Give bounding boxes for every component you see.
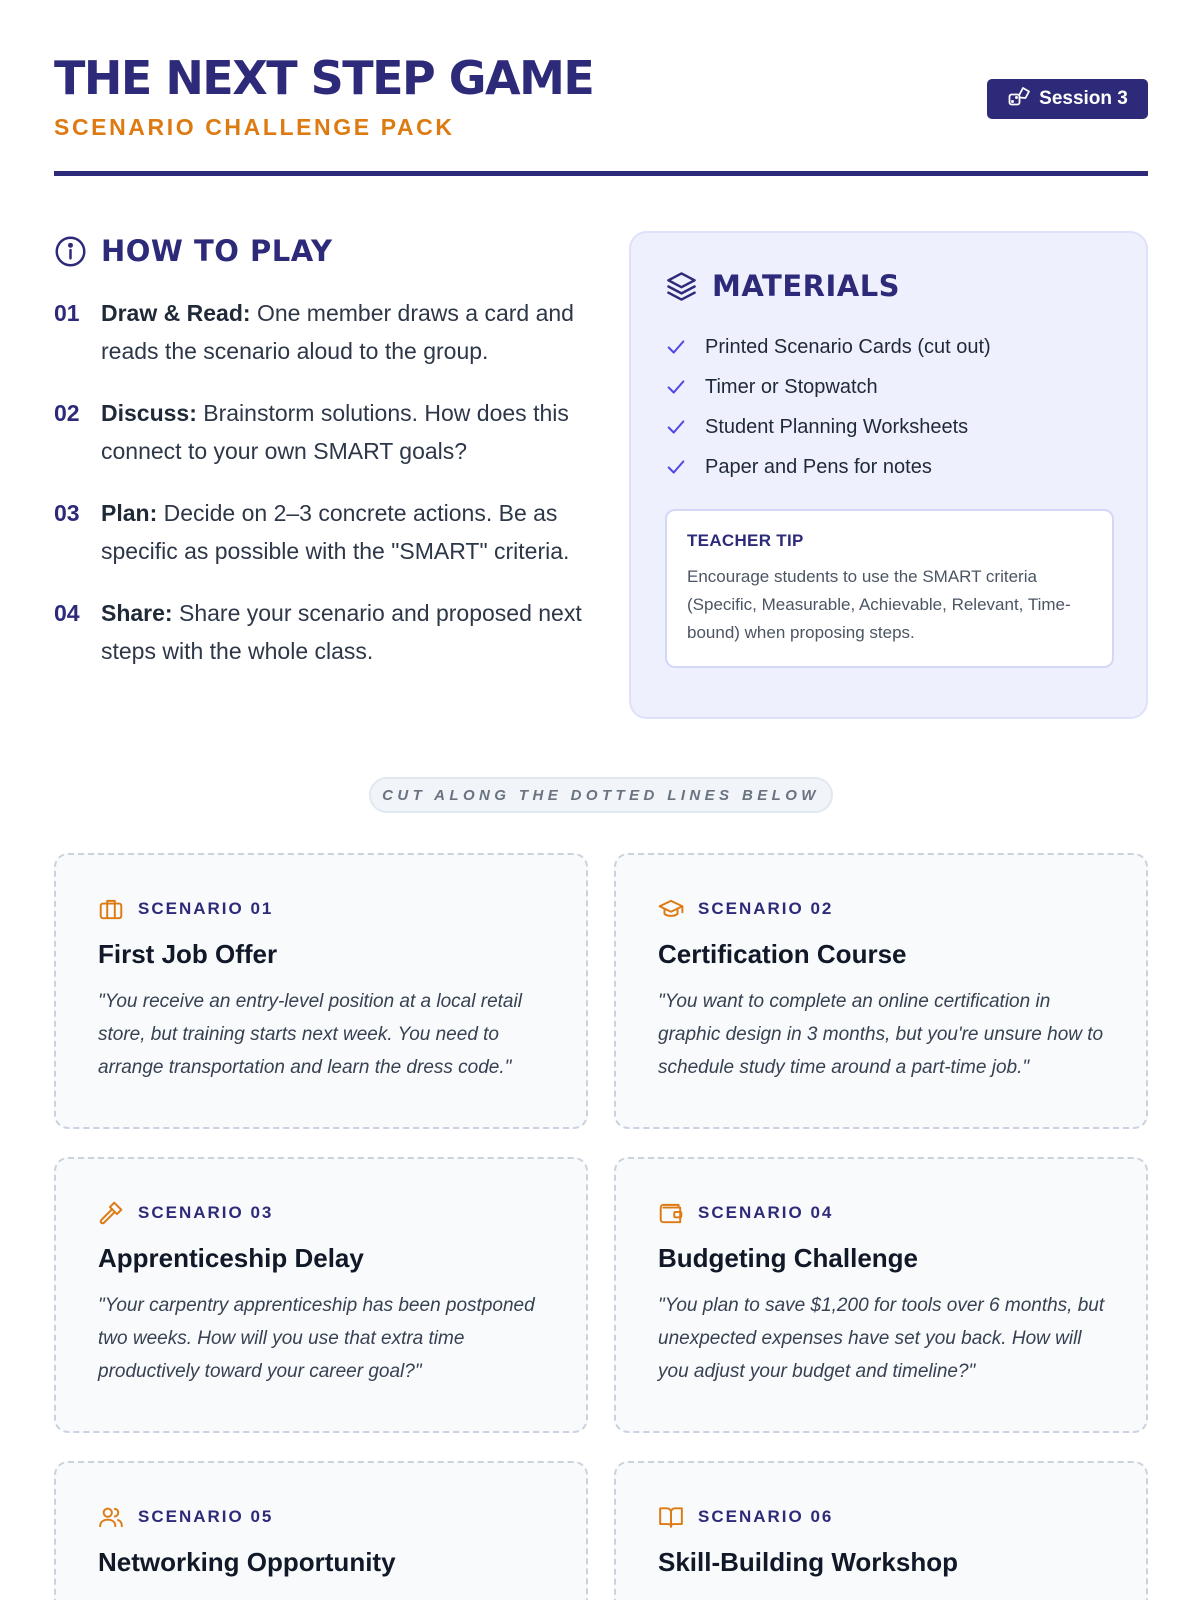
scenario-label: SCENARIO 06 [698, 1507, 834, 1526]
graduation-cap-icon [658, 896, 684, 922]
scenario-title: Budgeting Challenge [658, 1243, 918, 1273]
materials-item [665, 447, 1112, 487]
step-item [54, 294, 584, 370]
materials-item-label: Printed Scenario Cards (cut out) [705, 335, 991, 358]
briefcase-icon [98, 896, 124, 922]
step-item [54, 394, 584, 470]
step-number: 02 [54, 400, 80, 426]
scenario-label: SCENARIO 05 [138, 1507, 274, 1526]
scenario-text: "You plan to save $1,200 for tools over 6 months, but unexpected expenses have set you back. How will you adjust your budget and timeline?" [658, 1295, 1105, 1382]
page-header [54, 52, 1148, 176]
step-text [101, 494, 584, 570]
scenario-card [54, 1157, 588, 1433]
step-text [101, 594, 584, 670]
step-description: Share your scenario and proposed next steps with the whole class. [101, 600, 582, 664]
scenario-card [614, 1461, 1148, 1600]
how-to-play-title: HOW TO PLAY [101, 234, 333, 268]
scenario-tag [658, 1199, 1106, 1227]
scenario-text: "You want to complete an online certification in graphic design in 3 months, but you're unsure how to schedule study time around a part-time job." [658, 991, 1104, 1078]
page-subtitle: SCENARIO CHALLENGE PACK [54, 114, 455, 140]
scenario-label: SCENARIO 01 [138, 899, 274, 918]
scenario-tag [98, 1199, 546, 1227]
session-label: Session 3 [1039, 88, 1128, 109]
step-text [101, 394, 584, 470]
materials-item-label: Paper and Pens for notes [705, 455, 932, 478]
check-icon [665, 456, 687, 478]
scenario-label: SCENARIO 04 [698, 1203, 834, 1222]
session-badge [987, 79, 1148, 119]
dice-icon [1007, 84, 1031, 114]
step-item [54, 494, 584, 570]
teacher-tip-box [665, 509, 1114, 668]
step-text [101, 294, 584, 370]
wallet-icon [658, 1200, 684, 1226]
step-label: Discuss: [101, 400, 197, 426]
materials-header [665, 269, 1112, 303]
scenario-card [54, 1461, 588, 1600]
how-to-play-header [54, 234, 584, 268]
info-icon [54, 235, 87, 268]
teacher-tip-text: Encourage students to use the SMART criteria (Specific, Measurable, Achievable, Relevant, Time-bound) when proposing steps. [687, 567, 1071, 642]
book-open-icon [658, 1504, 684, 1530]
scenario-tag [658, 895, 1106, 923]
scenario-title: Certification Course [658, 939, 907, 969]
step-description: Brainstorm solutions. How does this connect to your own SMART goals? [101, 400, 569, 464]
step-label: Share: [101, 600, 173, 626]
how-to-play-section [54, 234, 584, 694]
step-number: 01 [54, 300, 80, 326]
materials-item [665, 367, 1112, 407]
teacher-tip-title: TEACHER TIP [687, 531, 804, 550]
check-icon [665, 416, 687, 438]
materials-panel [629, 231, 1148, 719]
hammer-icon [98, 1200, 124, 1226]
step-number: 03 [54, 500, 80, 526]
scenario-card [54, 853, 588, 1129]
scenario-title: First Job Offer [98, 939, 278, 969]
scenario-card [614, 853, 1148, 1129]
step-label: Plan: [101, 500, 158, 526]
scenario-title: Apprenticeship Delay [98, 1243, 364, 1273]
materials-item [665, 407, 1112, 447]
scenario-text: "You receive an entry-level position at a local retail store, but training starts next week. You need to arrange transportation and learn the dress code." [98, 991, 522, 1078]
steps-list [54, 294, 584, 670]
layers-icon [665, 270, 698, 303]
materials-list [665, 327, 1112, 487]
scenario-text: "Your carpentry apprenticeship has been postponed two weeks. How will you use that extra time productively toward your career goal?" [98, 1295, 535, 1382]
step-number: 04 [54, 600, 80, 626]
step-description: One member draws a card and reads the scenario aloud to the group. [101, 300, 574, 364]
scenario-label: SCENARIO 03 [138, 1203, 274, 1222]
scenario-card [614, 1157, 1148, 1433]
step-description: Decide on 2–3 concrete actions. Be as specific as possible with the "SMART" criteria. [101, 500, 570, 564]
page-title: THE NEXT STEP GAME [54, 51, 594, 105]
scenario-title: Networking Opportunity [98, 1547, 396, 1577]
materials-item-label: Timer or Stopwatch [705, 375, 878, 398]
scenario-tag [658, 1503, 1106, 1531]
step-label: Draw & Read: [101, 300, 251, 326]
scenario-title: Skill-Building Workshop [658, 1547, 958, 1577]
scenario-tag [98, 895, 546, 923]
scenario-label: SCENARIO 02 [698, 899, 834, 918]
users-icon [98, 1504, 124, 1530]
materials-item-label: Student Planning Worksheets [705, 415, 969, 438]
cut-instruction-pill: CUT ALONG THE DOTTED LINES BELOW [369, 777, 833, 813]
materials-title: MATERIALS [712, 269, 901, 303]
step-item [54, 594, 584, 670]
materials-item [665, 327, 1112, 367]
check-icon [665, 376, 687, 398]
check-icon [665, 336, 687, 358]
scenario-tag [98, 1503, 546, 1531]
